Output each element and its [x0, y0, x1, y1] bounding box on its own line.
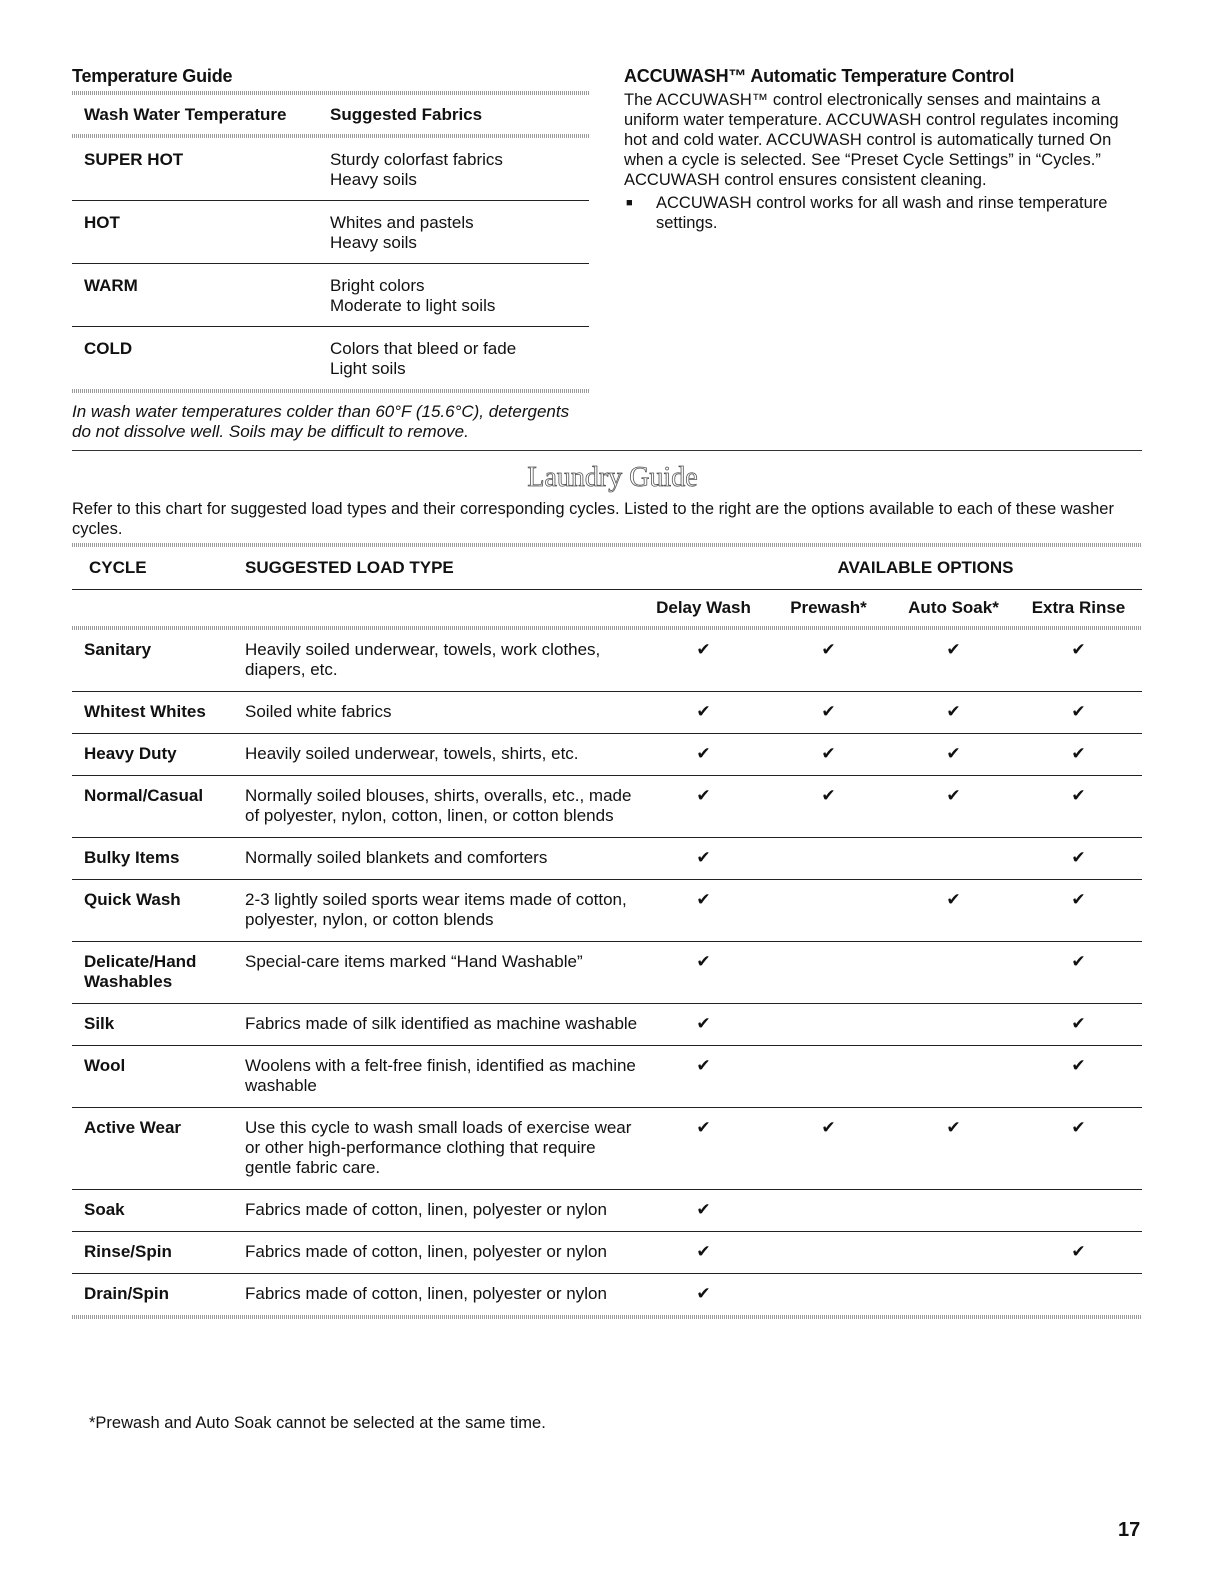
soil-line: Heavy soils — [330, 233, 417, 252]
table-row — [72, 1046, 1142, 1107]
check-icon: ✔ — [1071, 1014, 1086, 1033]
table-row — [72, 264, 589, 326]
check-icon: ✔ — [1071, 1242, 1086, 1261]
temperature-label: SUPER HOT — [84, 150, 184, 169]
column-header-fabrics: Suggested Fabrics — [330, 105, 483, 124]
laundry-guide-title: Laundry Guide — [527, 462, 698, 493]
check-icon: ✔ — [946, 786, 961, 805]
soil-line: Light soils — [330, 359, 406, 378]
check-icon: ✔ — [696, 702, 711, 721]
load-type: 2-3 lightly soiled sports wear items made of cotton, polyester, nylon, or cotton blends — [245, 890, 627, 929]
temperature-label: HOT — [84, 213, 120, 232]
load-type: Soiled white fabrics — [245, 702, 392, 721]
load-type: Fabrics made of cotton, linen, polyester or nylon — [245, 1242, 607, 1261]
check-icon: ✔ — [821, 1118, 836, 1137]
cycle-name: Heavy Duty — [84, 744, 177, 763]
accuwash-body: The ACCUWASH™ control electronically senses and maintains a uniform water temperature. ACCUWASH control regulates incoming hot and cold water. ACCUWASH control is automatically turned On when a cycle is selected. See “Preset Cycle Settings” in “Cycles.” ACCUWASH control ensures consistent cleaning. — [624, 91, 1119, 189]
accuwash-bullet — [624, 193, 1144, 233]
column-header-load-type: SUGGESTED LOAD TYPE — [245, 558, 454, 577]
check-icon: ✔ — [1071, 1118, 1086, 1137]
load-type: Special-care items marked “Hand Washable” — [245, 952, 583, 971]
check-icon: ✔ — [1071, 890, 1086, 909]
cycle-name: Quick Wash — [84, 890, 181, 909]
check-icon: ✔ — [946, 744, 961, 763]
table-row — [72, 776, 1142, 837]
check-icon: ✔ — [1071, 786, 1086, 805]
cycle-name: Soak — [84, 1200, 125, 1219]
table-row — [72, 1232, 1142, 1273]
check-icon: ✔ — [946, 890, 961, 909]
check-icon: ✔ — [696, 1118, 711, 1137]
check-icon: ✔ — [946, 640, 961, 659]
load-type: Fabrics made of silk identified as machine washable — [245, 1014, 638, 1033]
fabric-line: Colors that bleed or fade — [330, 339, 517, 358]
section-divider — [72, 450, 1142, 451]
table-row — [72, 1190, 1142, 1231]
check-icon: ✔ — [696, 890, 711, 909]
soil-line: Heavy soils — [330, 170, 417, 189]
table-row — [72, 201, 589, 263]
temperature-note: In wash water temperatures colder than 60°F (15.6°C), detergents do not dissolve well. Soils may be difficult to remove. — [72, 402, 570, 441]
column-header-options: AVAILABLE OPTIONS — [837, 558, 1014, 577]
check-icon: ✔ — [946, 1118, 961, 1137]
check-icon: ✔ — [1071, 702, 1086, 721]
table-row — [72, 1004, 1142, 1045]
table-row — [72, 942, 1142, 1003]
table-row — [72, 838, 1142, 879]
load-type: Normally soiled blouses, shirts, overalls, etc., made of polyester, nylon, cotton, linen, or cotton blends — [245, 786, 632, 825]
load-type: Normally soiled blankets and comforters — [245, 848, 548, 867]
check-icon: ✔ — [696, 1284, 711, 1303]
check-icon: ✔ — [696, 1242, 711, 1261]
divider — [72, 1315, 1142, 1319]
check-icon: ✔ — [696, 1014, 711, 1033]
table-row — [72, 734, 1142, 775]
cycle-name: Bulky Items — [84, 848, 180, 867]
temperature-label: WARM — [84, 276, 138, 295]
square-bullet-icon: ■ — [626, 197, 633, 209]
option-header-delay-wash: Delay Wash — [656, 598, 751, 617]
divider — [72, 389, 589, 393]
option-header-prewash: Prewash* — [790, 598, 867, 617]
load-type: Fabrics made of cotton, linen, polyester or nylon — [245, 1200, 607, 1219]
column-header-cycle: CYCLE — [89, 558, 147, 577]
cycle-name: Normal/Casual — [84, 786, 204, 805]
fabric-line: Whites and pastels — [330, 213, 474, 232]
cycle-name: Sanitary — [84, 640, 152, 659]
temperature-label: COLD — [84, 339, 133, 358]
check-icon: ✔ — [696, 1056, 711, 1075]
footnote: *Prewash and Auto Soak cannot be selected at the same time. — [89, 1414, 546, 1432]
table-row — [72, 1108, 1142, 1189]
table-row — [72, 630, 1142, 691]
check-icon: ✔ — [696, 640, 711, 659]
accuwash-bullet-text: ACCUWASH control works for all wash and rinse temperature settings. — [656, 194, 1108, 232]
cycle-name: Active Wear — [84, 1118, 182, 1137]
table-row — [72, 138, 589, 200]
load-type: Heavily soiled underwear, towels, shirts, etc. — [245, 744, 579, 763]
check-icon: ✔ — [821, 640, 836, 659]
cycle-name: Silk — [84, 1014, 115, 1033]
option-header-auto-soak: Auto Soak* — [908, 598, 999, 617]
table-row — [72, 880, 1142, 941]
laundry-guide-intro: Refer to this chart for suggested load types and their corresponding cycles. Listed to the right are the options available to each of these washer cycles. — [72, 500, 1114, 538]
check-icon: ✔ — [1071, 848, 1086, 867]
check-icon: ✔ — [1071, 744, 1086, 763]
table-row — [72, 327, 589, 389]
column-header-temperature: Wash Water Temperature — [84, 105, 287, 124]
check-icon: ✔ — [696, 1200, 711, 1219]
accuwash-title: ACCUWASH™ Automatic Temperature Control — [624, 66, 1015, 86]
cycle-name: Whitest Whites — [84, 702, 206, 721]
cycle-name: Delicate/Hand Washables — [84, 952, 197, 991]
options-subheader — [72, 590, 1142, 626]
cycle-name: Drain/Spin — [84, 1284, 170, 1303]
check-icon: ✔ — [821, 702, 836, 721]
check-icon: ✔ — [696, 848, 711, 867]
cycle-name: Rinse/Spin — [84, 1242, 172, 1261]
cycle-name: Wool — [84, 1056, 126, 1075]
load-type: Heavily soiled underwear, towels, work clothes, diapers, etc. — [245, 640, 601, 679]
check-icon: ✔ — [946, 702, 961, 721]
check-icon: ✔ — [696, 786, 711, 805]
check-icon: ✔ — [1071, 1056, 1086, 1075]
check-icon: ✔ — [821, 786, 836, 805]
table-row — [72, 1274, 1142, 1315]
fabric-line: Sturdy colorfast fabrics — [330, 150, 503, 169]
temperature-guide-title: Temperature Guide — [72, 66, 233, 86]
load-type: Fabrics made of cotton, linen, polyester or nylon — [245, 1284, 607, 1303]
temperature-guide — [72, 66, 589, 442]
check-icon: ✔ — [696, 744, 711, 763]
check-icon: ✔ — [696, 952, 711, 971]
page-number: 17 — [1118, 1519, 1141, 1541]
check-icon: ✔ — [1071, 640, 1086, 659]
laundry-table-header — [72, 547, 1142, 589]
load-type: Woolens with a felt-free finish, identified as machine washable — [245, 1056, 636, 1095]
check-icon: ✔ — [1071, 952, 1086, 971]
accuwash-section — [624, 66, 1144, 233]
laundry-guide-table — [72, 543, 1142, 1319]
option-header-extra-rinse: Extra Rinse — [1031, 598, 1126, 617]
fabric-line: Bright colors — [330, 276, 425, 295]
temperature-table-header — [72, 95, 589, 134]
load-type: Use this cycle to wash small loads of exercise wear or other high-performance clothing that require gentle fabric care. — [245, 1118, 632, 1177]
soil-line: Moderate to light soils — [330, 296, 496, 315]
check-icon: ✔ — [821, 744, 836, 763]
table-row — [72, 692, 1142, 733]
